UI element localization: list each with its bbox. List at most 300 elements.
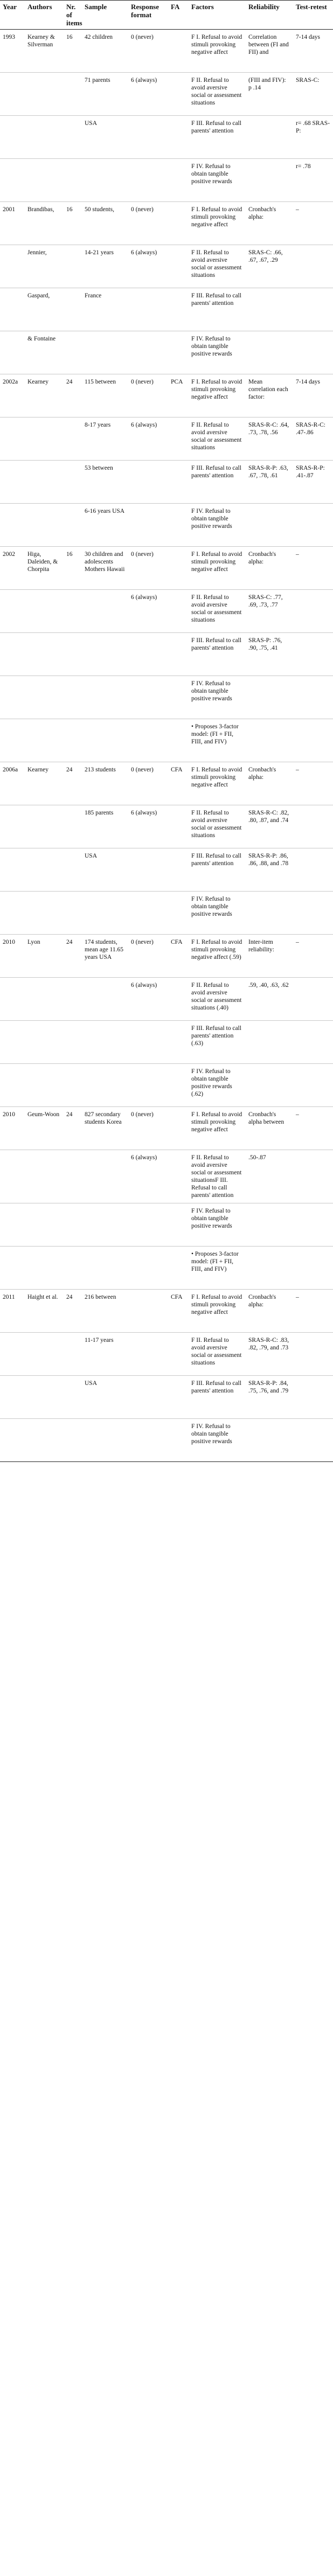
reliability-cell: SRAS-P: .76, .90, .75, .41	[246, 633, 293, 676]
authors-cell	[25, 848, 64, 892]
response-cell	[128, 1247, 168, 1290]
year-cell: 2006a	[0, 762, 25, 805]
factors-cell: F II. Refusal to avoid aversive social or assessment situations	[189, 805, 246, 848]
items-cell: 24	[64, 935, 82, 978]
year-cell	[0, 288, 25, 331]
authors-cell: Brandibas,	[25, 202, 64, 245]
year-cell	[0, 1333, 25, 1376]
reliability-cell: SRAS-R-P: .84, .75, .76, and .79	[246, 1376, 293, 1419]
factors-cell: F IV. Refusal to obtain tangible positive rewards	[189, 1203, 246, 1247]
authors-cell	[25, 417, 64, 461]
response-cell	[128, 461, 168, 504]
response-cell: 6 (always)	[128, 73, 168, 116]
sample-cell	[82, 1064, 128, 1107]
items-cell: 16	[64, 547, 82, 590]
items-cell	[64, 331, 82, 374]
table-row	[0, 676, 333, 719]
retest-cell	[293, 245, 333, 288]
table-row	[0, 374, 333, 417]
sample-cell: 42 children	[82, 30, 128, 73]
response-cell	[128, 504, 168, 547]
sample-cell: 11-17 years	[82, 1333, 128, 1376]
fa-cell	[168, 1419, 189, 1462]
items-cell: 24	[64, 374, 82, 417]
authors-cell	[25, 1150, 64, 1203]
retest-cell	[293, 633, 333, 676]
fa-cell	[168, 1376, 189, 1419]
retest-cell	[293, 978, 333, 1021]
factors-cell: F III. Refusal to call parents' attention	[189, 1376, 246, 1419]
year-cell	[0, 504, 25, 547]
year-cell	[0, 805, 25, 848]
fa-cell	[168, 1064, 189, 1107]
items-cell: 16	[64, 202, 82, 245]
reliability-cell: SRAS-R-C: .83, .82, .79, and .73	[246, 1333, 293, 1376]
authors-cell	[25, 504, 64, 547]
sample-cell: 8-17 years	[82, 417, 128, 461]
fa-cell	[168, 245, 189, 288]
year-cell	[0, 245, 25, 288]
reliability-cell	[246, 1247, 293, 1290]
header-authors: Authors	[25, 1, 64, 30]
fa-cell	[168, 159, 189, 202]
retest-cell	[293, 676, 333, 719]
items-cell: 24	[64, 1107, 82, 1150]
response-cell	[128, 1419, 168, 1462]
items-cell	[64, 590, 82, 633]
retest-cell	[293, 805, 333, 848]
retest-cell	[293, 1064, 333, 1107]
fa-cell	[168, 288, 189, 331]
retest-cell	[293, 288, 333, 331]
header-reliability: Reliability	[246, 1, 293, 30]
year-cell	[0, 892, 25, 935]
response-cell: 6 (always)	[128, 978, 168, 1021]
fa-cell	[168, 1107, 189, 1150]
sample-cell	[82, 676, 128, 719]
table-row	[0, 1150, 333, 1203]
factors-cell: F II. Refusal to avoid aversive social or assessment situations	[189, 73, 246, 116]
year-cell	[0, 73, 25, 116]
sample-cell	[82, 1021, 128, 1064]
response-cell: 6 (always)	[128, 1150, 168, 1203]
reliability-cell: Cronbach's alpha:	[246, 762, 293, 805]
factors-cell: F I. Refusal to avoid stimuli provoking negative affect	[189, 202, 246, 245]
authors-cell	[25, 461, 64, 504]
authors-cell	[25, 1376, 64, 1419]
response-cell: 6 (always)	[128, 417, 168, 461]
table-row	[0, 1376, 333, 1419]
year-cell	[0, 1376, 25, 1419]
reliability-cell	[246, 676, 293, 719]
items-cell	[64, 805, 82, 848]
sample-cell: USA	[82, 848, 128, 892]
reliability-cell	[246, 719, 293, 762]
reliability-cell	[246, 504, 293, 547]
factors-cell: F III. Refusal to call parents' attention	[189, 116, 246, 159]
fa-cell	[168, 590, 189, 633]
factors-cell: F I. Refusal to avoid stimuli provoking negative affect	[189, 547, 246, 590]
response-cell	[128, 288, 168, 331]
sample-cell: 185 parents	[82, 805, 128, 848]
response-cell	[128, 1333, 168, 1376]
fa-cell	[168, 331, 189, 374]
year-cell	[0, 848, 25, 892]
reliability-cell: SRAS-C: .66, .67, .67, .29	[246, 245, 293, 288]
table-row	[0, 633, 333, 676]
factors-cell: F IV. Refusal to obtain tangible positive rewards	[189, 331, 246, 374]
header-sample: Sample	[82, 1, 128, 30]
reliability-cell: .50-.87	[246, 1150, 293, 1203]
table-row	[0, 848, 333, 892]
authors-cell	[25, 1021, 64, 1064]
sample-cell: 30 children and adolescents Mothers Hawaii	[82, 547, 128, 590]
items-cell: 16	[64, 30, 82, 73]
items-cell	[64, 1203, 82, 1247]
sample-cell	[82, 1203, 128, 1247]
authors-cell	[25, 719, 64, 762]
fa-cell	[168, 417, 189, 461]
response-cell	[128, 676, 168, 719]
factors-cell: • Proposes 3-factor model: (FI + FII, FIII, and FIV)	[189, 719, 246, 762]
fa-cell	[168, 848, 189, 892]
reliability-cell	[246, 159, 293, 202]
sample-cell: 71 parents	[82, 73, 128, 116]
retest-cell: –	[293, 547, 333, 590]
fa-cell	[168, 805, 189, 848]
retest-cell	[293, 331, 333, 374]
authors-cell: Gaspard,	[25, 288, 64, 331]
items-cell	[64, 1021, 82, 1064]
sample-cell	[82, 978, 128, 1021]
table-row	[0, 504, 333, 547]
items-cell: 24	[64, 1290, 82, 1333]
authors-cell	[25, 978, 64, 1021]
fa-cell: CFA	[168, 1290, 189, 1333]
authors-cell: Jennier,	[25, 245, 64, 288]
retest-cell	[293, 719, 333, 762]
table-row	[0, 1021, 333, 1064]
year-cell	[0, 1247, 25, 1290]
response-cell	[128, 848, 168, 892]
year-cell: 1993	[0, 30, 25, 73]
retest-cell: –	[293, 1107, 333, 1150]
response-cell	[128, 159, 168, 202]
retest-cell	[293, 1150, 333, 1203]
retest-cell: –	[293, 762, 333, 805]
fa-cell	[168, 719, 189, 762]
table-row	[0, 1333, 333, 1376]
retest-cell	[293, 1203, 333, 1247]
header-factors: Factors	[189, 1, 246, 30]
table-row	[0, 1107, 333, 1150]
year-cell	[0, 116, 25, 159]
retest-cell: SRAS-C:	[293, 73, 333, 116]
fa-cell	[168, 676, 189, 719]
authors-cell: & Fontaine	[25, 331, 64, 374]
authors-cell: Haight et al.	[25, 1290, 64, 1333]
response-cell: 6 (always)	[128, 805, 168, 848]
retest-cell	[293, 848, 333, 892]
sample-cell: 50 students,	[82, 202, 128, 245]
items-cell	[64, 116, 82, 159]
factors-cell: F II. Refusal to avoid aversive social or assessment situations	[189, 590, 246, 633]
factors-cell: F I. Refusal to avoid stimuli provoking negative affect	[189, 30, 246, 73]
factors-cell: F III. Refusal to call parents' attention	[189, 461, 246, 504]
response-cell	[128, 892, 168, 935]
year-cell	[0, 159, 25, 202]
year-cell: 2002a	[0, 374, 25, 417]
table-row	[0, 762, 333, 805]
year-cell: 2010	[0, 935, 25, 978]
factors-cell: F IV. Refusal to obtain tangible positive rewards	[189, 1419, 246, 1462]
sample-cell	[82, 633, 128, 676]
response-cell: 0 (never)	[128, 30, 168, 73]
header-row	[0, 1, 333, 30]
factors-cell: F II. Refusal to avoid aversive social or assessment situations	[189, 245, 246, 288]
header-test-retest: Test-retest	[293, 1, 333, 30]
retest-cell	[293, 1333, 333, 1376]
fa-cell	[168, 73, 189, 116]
sample-cell: 213 students	[82, 762, 128, 805]
factors-cell: F I. Refusal to avoid stimuli provoking negative affect	[189, 1107, 246, 1150]
fa-cell: CFA	[168, 762, 189, 805]
table-row	[0, 417, 333, 461]
reliability-cell: SRAS-R-P: .86, .86, .88, and .78	[246, 848, 293, 892]
items-cell	[64, 288, 82, 331]
factors-cell: F III. Refusal to call parents' attention (.63)	[189, 1021, 246, 1064]
fa-cell	[168, 116, 189, 159]
response-cell	[128, 1203, 168, 1247]
items-cell	[64, 461, 82, 504]
reliability-cell: SRAS-R-C: .64, .73, .78, .56	[246, 417, 293, 461]
authors-cell	[25, 1064, 64, 1107]
reliability-cell	[246, 1203, 293, 1247]
table-row	[0, 978, 333, 1021]
response-cell	[128, 719, 168, 762]
reliability-cell: SRAS-R-P: .63, .67, .78, .61	[246, 461, 293, 504]
authors-cell: Higa, Daleiden, & Chorpita	[25, 547, 64, 590]
year-cell	[0, 633, 25, 676]
factors-cell: F I. Refusal to avoid stimuli provoking negative affect	[189, 762, 246, 805]
fa-cell	[168, 892, 189, 935]
authors-cell	[25, 1203, 64, 1247]
fa-cell	[168, 1150, 189, 1203]
fa-cell	[168, 1021, 189, 1064]
table-row	[0, 805, 333, 848]
year-cell	[0, 978, 25, 1021]
retest-cell: –	[293, 202, 333, 245]
items-cell	[64, 633, 82, 676]
items-cell	[64, 73, 82, 116]
table-row	[0, 892, 333, 935]
response-cell	[128, 331, 168, 374]
reliability-cell: Cronbach's alpha:	[246, 202, 293, 245]
authors-cell	[25, 590, 64, 633]
retest-cell: r= .68 SRAS-P:	[293, 116, 333, 159]
sample-cell: 174 students, mean age 11.65 years USA	[82, 935, 128, 978]
year-cell	[0, 676, 25, 719]
reliability-cell: .59, .40, .63, .62	[246, 978, 293, 1021]
year-cell	[0, 719, 25, 762]
table-row	[0, 935, 333, 978]
sample-cell	[82, 892, 128, 935]
factors-cell: F IV. Refusal to obtain tangible positive rewards	[189, 504, 246, 547]
items-cell	[64, 848, 82, 892]
authors-cell	[25, 676, 64, 719]
table-row	[0, 116, 333, 159]
sample-cell	[82, 1419, 128, 1462]
year-cell: 2002	[0, 547, 25, 590]
authors-cell	[25, 805, 64, 848]
sample-cell: USA	[82, 116, 128, 159]
retest-cell	[293, 504, 333, 547]
retest-cell: r= .78	[293, 159, 333, 202]
factors-cell: F II. Refusal to avoid aversive social or assessment situations	[189, 417, 246, 461]
reliability-cell	[246, 116, 293, 159]
table-row	[0, 1203, 333, 1247]
header-fa: FA	[168, 1, 189, 30]
fa-cell	[168, 461, 189, 504]
sample-cell	[82, 1247, 128, 1290]
response-cell	[128, 116, 168, 159]
authors-cell	[25, 1247, 64, 1290]
items-cell	[64, 417, 82, 461]
table-row	[0, 202, 333, 245]
table-row	[0, 245, 333, 288]
fa-cell	[168, 202, 189, 245]
response-cell: 0 (never)	[128, 1107, 168, 1150]
response-cell	[128, 1376, 168, 1419]
authors-cell	[25, 116, 64, 159]
authors-cell: Kearney	[25, 762, 64, 805]
reliability-cell	[246, 331, 293, 374]
factors-cell: F III. Refusal to call parents' attention	[189, 288, 246, 331]
table-body	[0, 30, 333, 1462]
sample-cell	[82, 1150, 128, 1203]
items-cell	[64, 676, 82, 719]
reliability-cell: Cronbach's alpha between	[246, 1107, 293, 1150]
factors-cell: F II. Refusal to avoid aversive social or assessment situations	[189, 1333, 246, 1376]
table-row	[0, 719, 333, 762]
factors-cell: F IV. Refusal to obtain tangible positive rewards (.62)	[189, 1064, 246, 1107]
items-cell	[64, 159, 82, 202]
table-row	[0, 159, 333, 202]
table-row	[0, 590, 333, 633]
year-cell: 2010	[0, 1107, 25, 1150]
retest-cell	[293, 1376, 333, 1419]
fa-cell	[168, 1333, 189, 1376]
retest-cell	[293, 1419, 333, 1462]
year-cell	[0, 331, 25, 374]
year-cell	[0, 590, 25, 633]
factors-cell: F III. Refusal to call parents' attention	[189, 848, 246, 892]
fa-cell	[168, 504, 189, 547]
reliability-cell	[246, 1064, 293, 1107]
sample-cell: USA	[82, 1376, 128, 1419]
table-row	[0, 1290, 333, 1333]
retest-cell: SRAS-R-P: .41-.87	[293, 461, 333, 504]
items-cell	[64, 245, 82, 288]
items-cell	[64, 1376, 82, 1419]
items-cell	[64, 504, 82, 547]
authors-cell	[25, 1419, 64, 1462]
items-cell	[64, 1419, 82, 1462]
year-cell	[0, 417, 25, 461]
response-cell: 0 (never)	[128, 202, 168, 245]
sample-cell: 216 between	[82, 1290, 128, 1333]
items-cell: 24	[64, 762, 82, 805]
factors-cell: F IV. Refusal to obtain tangible positive rewards	[189, 676, 246, 719]
authors-cell	[25, 892, 64, 935]
table-row	[0, 331, 333, 374]
factors-cell: F I. Refusal to avoid stimuli provoking negative affect (.59)	[189, 935, 246, 978]
factors-cell: F II. Refusal to avoid aversive social or assessment situations (.40)	[189, 978, 246, 1021]
factors-cell: • Proposes 3-factor model: (FI + FII, FIII, and FIV)	[189, 1247, 246, 1290]
items-cell	[64, 978, 82, 1021]
response-cell	[128, 1290, 168, 1333]
table-row	[0, 461, 333, 504]
year-cell	[0, 1203, 25, 1247]
sample-cell: 14-21 years	[82, 245, 128, 288]
retest-cell	[293, 1021, 333, 1064]
reliability-cell: SRAS-C: .77, .69, .73, .77	[246, 590, 293, 633]
table-row	[0, 30, 333, 73]
table-row	[0, 547, 333, 590]
authors-cell: Kearney & Silverman	[25, 30, 64, 73]
response-cell: 6 (always)	[128, 245, 168, 288]
reliability-cell: SRAS-R-C: .82, .80, .87, and .74	[246, 805, 293, 848]
sample-cell: 115 between	[82, 374, 128, 417]
year-cell	[0, 461, 25, 504]
table-row	[0, 73, 333, 116]
authors-cell: Kearney	[25, 374, 64, 417]
fa-cell	[168, 978, 189, 1021]
table-row	[0, 288, 333, 331]
reliability-cell: Mean correlation each factor:	[246, 374, 293, 417]
response-cell: 0 (never)	[128, 762, 168, 805]
year-cell	[0, 1064, 25, 1107]
items-cell	[64, 1150, 82, 1203]
items-cell	[64, 892, 82, 935]
reliability-cell: Cronbach's alpha:	[246, 547, 293, 590]
reliability-cell: Cronbach's alpha:	[246, 1290, 293, 1333]
factors-cell: F II. Refusal to avoid aversive social or assessment situationsF III. Refusal to call parents' attention	[189, 1150, 246, 1203]
response-cell	[128, 633, 168, 676]
retest-cell	[293, 1247, 333, 1290]
fa-cell	[168, 547, 189, 590]
fa-cell	[168, 30, 189, 73]
authors-cell	[25, 1333, 64, 1376]
reliability-cell: Correlation between (FI and FII) and	[246, 30, 293, 73]
retest-cell: 7-14 days	[293, 30, 333, 73]
authors-cell	[25, 159, 64, 202]
retest-cell: SRAS-R-C: .47-.86	[293, 417, 333, 461]
table-row	[0, 1064, 333, 1107]
sample-cell	[82, 331, 128, 374]
response-cell	[128, 1064, 168, 1107]
factors-cell: F IV. Refusal to obtain tangible positive rewards	[189, 892, 246, 935]
authors-cell	[25, 73, 64, 116]
response-cell: 0 (never)	[128, 374, 168, 417]
sample-cell: 53 between	[82, 461, 128, 504]
year-cell	[0, 1021, 25, 1064]
fa-cell	[168, 1247, 189, 1290]
factors-cell: F I. Refusal to avoid stimuli provoking negative affect	[189, 374, 246, 417]
response-cell: 0 (never)	[128, 547, 168, 590]
sample-cell: 6-16 years USA	[82, 504, 128, 547]
fa-cell: PCA	[168, 374, 189, 417]
